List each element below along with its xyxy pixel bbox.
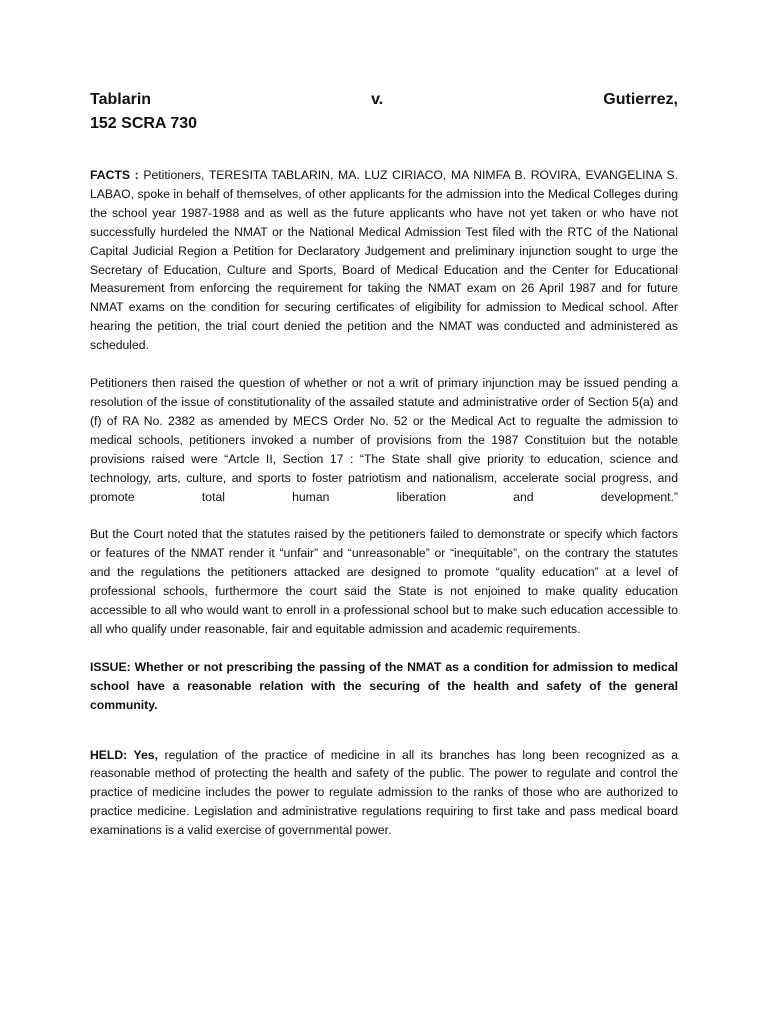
case-title-line bbox=[90, 88, 678, 112]
versus-label: v. bbox=[371, 91, 384, 108]
facts-paragraph bbox=[90, 166, 678, 355]
facts-label: FACTS : bbox=[90, 168, 139, 182]
held-text: regulation of the practice of medicine in all its branches has long been recognized as a reasonable method of protecting the health and safety of the public. The power to regulate and control the practice of medicine includes the power to regulate admission to the ranks of those who are authorized to practice medicine. Legislation and administrative regulations requiring to first take and pass medical board examinations is a valid exercise of governmental power. bbox=[90, 747, 678, 838]
court-note-paragraph: But the Court noted that the statutes raised by the petitioners failed to demonstrate or specify which factors or features of the NMAT render it “unfair” and “unreasonable” or “inequitable”, on the contrary the statutes and the regulations the petitioners attacked are designed to promote “quality education” at a level of professional schools, furthermore the court said the State is not enjoined to make quality education accessible to all who would want to enroll in a professional school but to make such education accessible to all who qualify under reasonable, fair and equitable admission and academic requirements. bbox=[90, 527, 678, 636]
petition-arguments-paragraph: Petitioners then raised the question of whether or not a writ of primary injunction may be issued pending a resolution of the issue of constitutionality of the assailed statute and administrative order of Section 5(a) and (f) of RA No. 2382 as amended by MECS Order No. 52 or the Medical Act to regualte the admission to medical schools, petitioners invoked a number of provisions from the 1987 Constituion but the notable provisions raised were “Artcle II, Section 17 : “The State shall give priority to education, science and technology, arts, culture, and sports to foster patriotism and nationalism, accelerate social progress, and promote total human liberation and development.” bbox=[90, 376, 678, 504]
held-paragraph bbox=[90, 746, 678, 841]
case-title bbox=[90, 88, 678, 136]
issue-paragraph: ISSUE: Whether or not prescribing the passing of the NMAT as a condition for admission to medical school have a reasonable relation with the securing of the health and safety of the general community. bbox=[90, 659, 678, 712]
document-page bbox=[90, 88, 678, 859]
facts-text: Petitioners, TERESITA TABLARIN, MA. LUZ CIRIACO, MA NIMFA B. ROVIRA, EVANGELINA S. LABAO, spoke in behalf of themselves, of other applicants for the admission into the Medical Colleges during the school year 1987-1988 and as well as the future applicants who have not yet taken or who have not successfully hurdeled the NMAT or the National Medical Admission Test filed with the RTC of the National Capital Judicial Region a Petition for Declaratory Judgement and preliminary injunction sought to urge the Secretary of Education, Culture and Sports, Board of Medical Education and the Center for Educational Measurement from enforcing the requirement for taking the NMAT exam on 26 April 1987 and for future NMAT exams on the condition for securing certificates of eligibility for admission to Medical school. After hearing the petition, the trial court denied the petition and the NMAT was conducted and administered as scheduled. bbox=[90, 168, 678, 353]
case-citation: 152 SCRA 730 bbox=[90, 115, 198, 132]
party-petitioner: Tablarin bbox=[90, 91, 152, 108]
held-label: HELD: Yes, bbox=[90, 747, 158, 762]
party-respondent: Gutierrez, bbox=[603, 91, 678, 108]
